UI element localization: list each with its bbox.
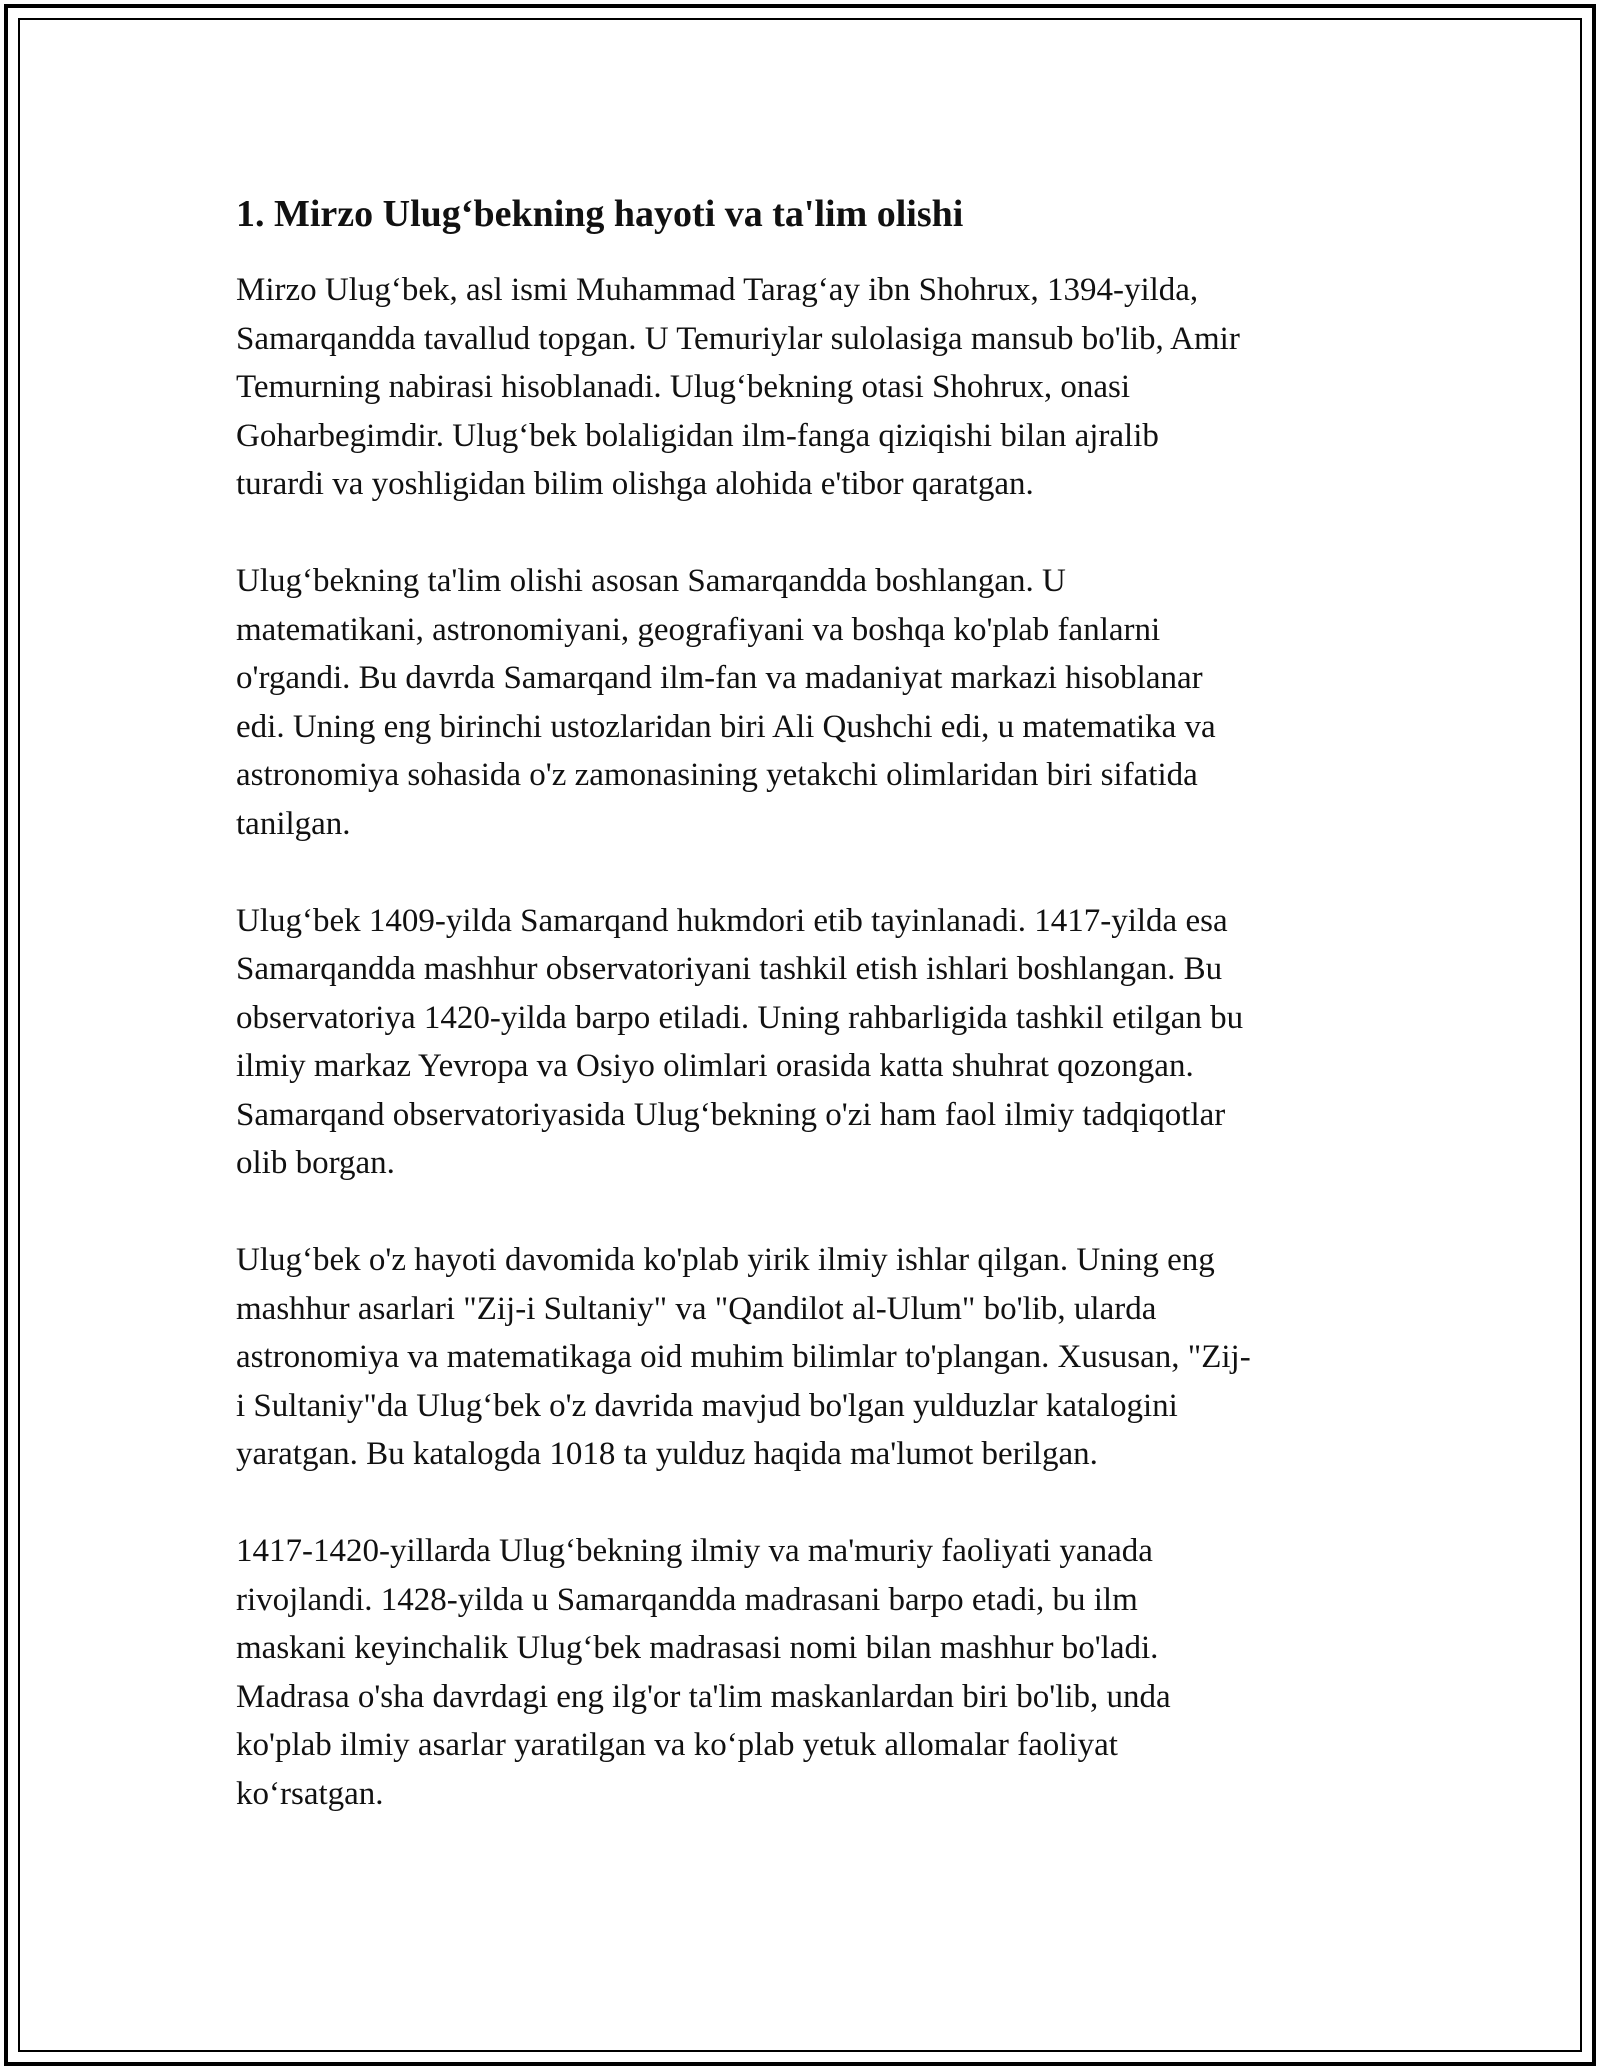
paragraph-madrasa: 1417-1420-yillarda Ulug‘bekning ilmiy va ma'muriy faoliyati yanada rivojlandi. 1428-yilda u Samarqandda madrasani barpo etadi, bu ilm maskani keyinchalik Ulug‘bek madrasasi nomi bilan mashhur bo'ladi. Madrasa o'sha davrdagi eng ilg'or ta'lim maskanlardan biri bo'lib, unda ko'plab ilmiy asarlar yaratilgan va ko‘plab yetuk allomalar faoliyat ko‘rsatgan. <box>236 1533 1171 1812</box>
paragraph-birth: Mirzo Ulug‘bek, asl ismi Muhammad Tarag‘ay ibn Shohrux, 1394-yilda, Samarqandda tavallud topgan. U Temuriylar sulolasiga mansub bo'lib, Amir Temurning nabirasi hisoblanadi. Ulug‘bekning otasi Shohrux, onasi Goharbegimdir. Ulug‘bek bolaligidan ilm-fanga qiziqishi bilan ajralib turardi va yoshligidan bilim olishga alohida e'tibor qaratgan. <box>236 272 1240 502</box>
paragraph-education: Ulug‘bekning ta'lim olishi asosan Samarqandda boshlangan. U matematikani, astronomiyani, geografiyani va boshqa ko'plab fanlarni o'rgandi. Bu davrda Samarqand ilm-fan va madaniyat markazi hisoblanar edi. Uning eng birinchi ustozlaridan biri Ali Qushchi edi, u matematika va astronomiya sohasida o'z zamonasining yetakchi olimlaridan biri sifatida tanilgan. <box>236 563 1216 842</box>
document-body <box>236 188 1366 1867</box>
document-title: 1. Mirzo Ulug‘bekning hayoti va ta'lim olishi <box>236 193 964 235</box>
paragraph-observatory: Ulug‘bek 1409-yilda Samarqand hukmdori etib tayinlanadi. 1417-yilda esa Samarqandda mashhur observatoriyani tashkil etish ishlari boshlangan. Bu observatoriya 1420-yilda barpo etiladi. Uning rahbarligida tashkil etilgan bu ilmiy markaz Yevropa va Osiyo olimlari orasida katta shuhrat qozongan. Samarqand observatoriyasida Ulug‘bekning o'zi ham faol ilmiy tadqiqotlar olib borgan. <box>236 902 1244 1181</box>
paragraph-works: Ulug‘bek o'z hayoti davomida ko'plab yirik ilmiy ishlar qilgan. Uning eng mashhur asarlari "Zij-i Sultaniy" va "Qandilot al-Ulum" bo'lib, ularda astronomiya va matematikaga oid muhim bilimlar to'plangan. Xususan, "Zij- i Sultaniy"da Ulug‘bek o'z davrida mavjud bo'lgan yulduzlar katalogini yaratgan. Bu katalogda 1018 ta yulduz haqida ma'lumot berilgan. <box>236 1242 1251 1472</box>
